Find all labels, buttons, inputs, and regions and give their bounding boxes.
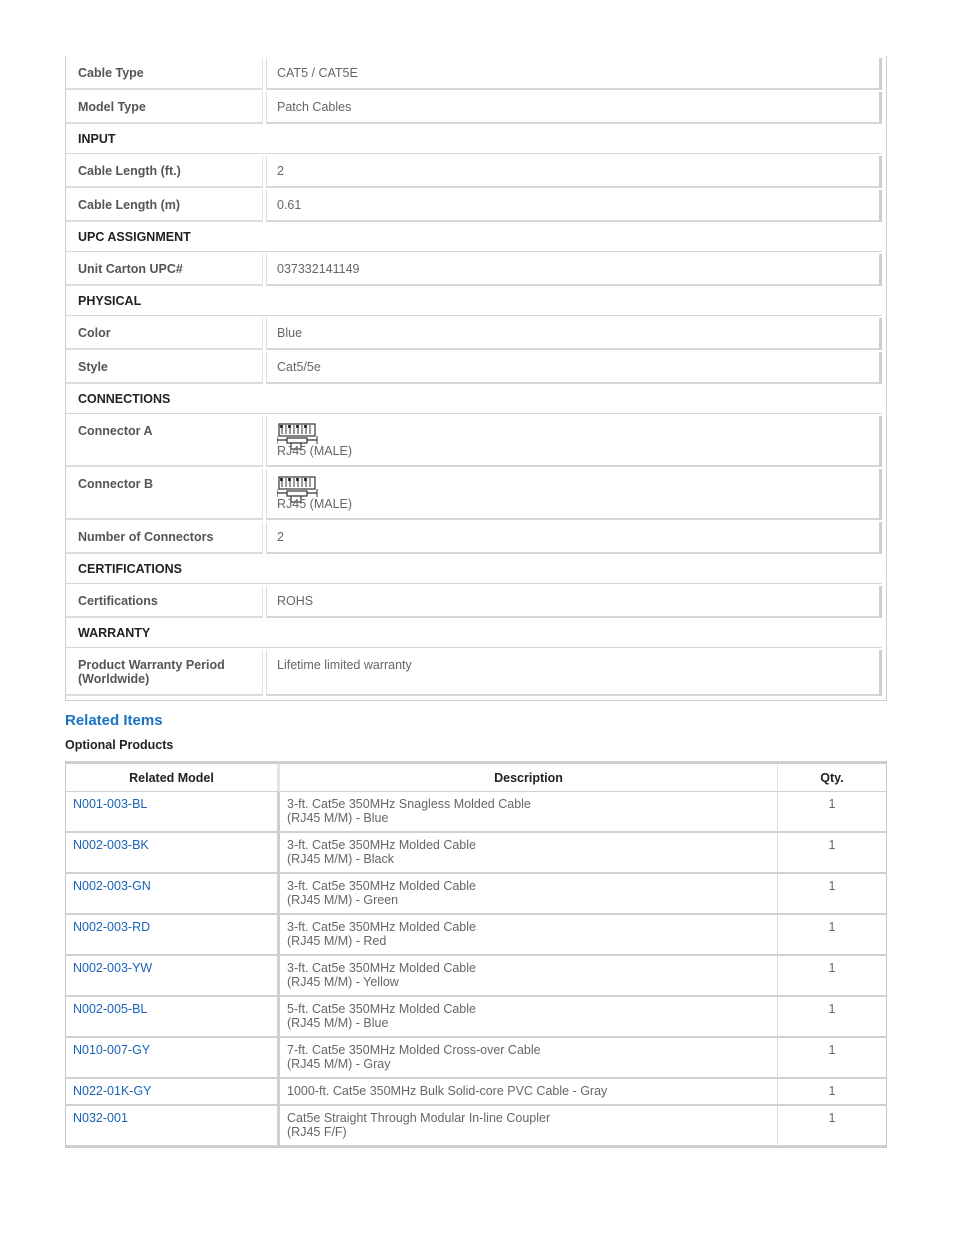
related-model-cell bbox=[66, 792, 280, 833]
quantity-cell: 1 bbox=[778, 874, 886, 915]
description-line: 3-ft. Cat5e 350MHz Molded Cable bbox=[287, 879, 476, 893]
connector-type-label: RJ45 (MALE) bbox=[277, 497, 353, 511]
spec-label: Connector B bbox=[66, 469, 263, 520]
spec-label: Color bbox=[66, 318, 263, 350]
description-cell bbox=[280, 956, 778, 997]
description-cell bbox=[280, 1038, 778, 1079]
spec-value: Lifetime limited warranty bbox=[266, 650, 882, 696]
related-model-link[interactable]: N022-01K-GY bbox=[73, 1084, 152, 1098]
related-model-link[interactable]: N001-003-BL bbox=[73, 797, 148, 811]
related-model-cell bbox=[66, 874, 280, 915]
column-header-description: Description bbox=[280, 764, 778, 792]
connector-type-label: RJ45 (MALE) bbox=[277, 444, 353, 458]
description-line: (RJ45 M/M) - Black bbox=[287, 852, 394, 866]
spec-value: 0.61 bbox=[266, 190, 882, 222]
description-cell bbox=[280, 997, 778, 1038]
description-line: (RJ45 M/M) - Yellow bbox=[287, 975, 399, 989]
spec-row bbox=[66, 522, 882, 554]
spec-row bbox=[66, 586, 882, 618]
related-model-cell bbox=[66, 1106, 280, 1147]
spec-row bbox=[66, 416, 882, 467]
description-cell bbox=[280, 915, 778, 956]
quantity-cell: 1 bbox=[778, 997, 886, 1038]
spec-row bbox=[66, 318, 882, 350]
optional-products-heading: Optional Products bbox=[65, 738, 174, 752]
related-model-link[interactable]: N002-003-BK bbox=[73, 838, 149, 852]
quantity-cell: 1 bbox=[778, 956, 886, 997]
related-items-heading: Related Items bbox=[65, 712, 163, 729]
related-product-row bbox=[66, 1038, 886, 1079]
related-product-row bbox=[66, 792, 886, 833]
description-cell bbox=[280, 792, 778, 833]
related-product-row bbox=[66, 1106, 886, 1147]
spec-row bbox=[66, 156, 882, 188]
description-line: 1000-ft. Cat5e 350MHz Bulk Solid-core PVC Cable - Gray bbox=[287, 1084, 608, 1098]
spec-value: 2 bbox=[266, 522, 882, 554]
description-line: (RJ45 F/F) bbox=[287, 1125, 347, 1139]
spec-label: Cable Type bbox=[66, 58, 263, 90]
related-product-row bbox=[66, 997, 886, 1038]
related-product-row bbox=[66, 956, 886, 997]
spec-value: CAT5 / CAT5E bbox=[266, 58, 882, 90]
spec-row bbox=[66, 92, 882, 124]
related-model-cell bbox=[66, 1079, 280, 1106]
related-model-link[interactable]: N002-005-BL bbox=[73, 1002, 148, 1016]
spec-section-heading: CONNECTIONS bbox=[66, 386, 882, 414]
spec-section-heading: UPC ASSIGNMENT bbox=[66, 224, 882, 252]
related-product-row bbox=[66, 915, 886, 956]
related-model-link[interactable]: N010-007-GY bbox=[73, 1043, 151, 1057]
description-line: 3-ft. Cat5e 350MHz Snagless Molded Cable bbox=[287, 797, 531, 811]
description-cell bbox=[280, 1106, 778, 1147]
spec-section-heading: PHYSICAL bbox=[66, 288, 882, 316]
description-line: (RJ45 M/M) - Red bbox=[287, 934, 387, 948]
description-line: 3-ft. Cat5e 350MHz Molded Cable bbox=[287, 920, 476, 934]
spec-value bbox=[266, 416, 882, 467]
spec-section-heading: CERTIFICATIONS bbox=[66, 556, 882, 584]
description-line: (RJ45 M/M) - Blue bbox=[287, 1016, 389, 1030]
related-model-link[interactable]: N002-003-RD bbox=[73, 920, 151, 934]
spec-label: Unit Carton UPC# bbox=[66, 254, 263, 286]
related-product-row bbox=[66, 874, 886, 915]
spec-value: 037332141149 bbox=[266, 254, 882, 286]
related-model-cell bbox=[66, 956, 280, 997]
description-line: (RJ45 M/M) - Green bbox=[287, 893, 399, 907]
spec-label: Model Type bbox=[66, 92, 263, 124]
spec-row bbox=[66, 254, 882, 286]
quantity-cell: 1 bbox=[778, 792, 886, 833]
description-cell bbox=[280, 833, 778, 874]
related-model-cell bbox=[66, 833, 280, 874]
column-header-related-model: Related Model bbox=[66, 764, 280, 792]
quantity-cell: 1 bbox=[778, 1106, 886, 1147]
spec-row bbox=[66, 58, 882, 90]
related-model-cell bbox=[66, 915, 280, 956]
column-header-qty: Qty. bbox=[778, 764, 886, 792]
spec-row bbox=[66, 352, 882, 384]
related-table-header bbox=[66, 764, 886, 792]
related-model-cell bbox=[66, 1038, 280, 1079]
spec-label: Certifications bbox=[66, 586, 263, 618]
related-model-link[interactable]: N002-003-YW bbox=[73, 961, 153, 975]
description-line: 7-ft. Cat5e 350MHz Molded Cross-over Cable bbox=[287, 1043, 541, 1057]
spec-label: Connector A bbox=[66, 416, 263, 467]
spec-row bbox=[66, 650, 882, 696]
related-product-row bbox=[66, 833, 886, 874]
description-line: (RJ45 M/M) - Gray bbox=[287, 1057, 391, 1071]
spec-section-heading: INPUT bbox=[66, 126, 882, 154]
spec-section-heading: WARRANTY bbox=[66, 620, 882, 648]
spec-value: 2 bbox=[266, 156, 882, 188]
quantity-cell: 1 bbox=[778, 833, 886, 874]
related-product-row bbox=[66, 1079, 886, 1106]
spec-value: Patch Cables bbox=[266, 92, 882, 124]
description-line: (RJ45 M/M) - Blue bbox=[287, 811, 389, 825]
spec-label: Style bbox=[66, 352, 263, 384]
related-model-link[interactable]: N032-001 bbox=[73, 1111, 128, 1125]
quantity-cell: 1 bbox=[778, 1079, 886, 1106]
related-model-cell bbox=[66, 997, 280, 1038]
description-line: 5-ft. Cat5e 350MHz Molded Cable bbox=[287, 1002, 476, 1016]
spec-value bbox=[266, 469, 882, 520]
description-line: Cat5e Straight Through Modular In-line Coupler bbox=[287, 1111, 551, 1125]
spec-label: Product Warranty Period (Worldwide) bbox=[66, 650, 263, 696]
description-line: 3-ft. Cat5e 350MHz Molded Cable bbox=[287, 838, 476, 852]
spec-label: Number of Connectors bbox=[66, 522, 263, 554]
specifications-table bbox=[65, 56, 887, 701]
spec-value: ROHS bbox=[266, 586, 882, 618]
related-products-table bbox=[65, 761, 887, 1148]
quantity-cell: 1 bbox=[778, 915, 886, 956]
quantity-cell: 1 bbox=[778, 1038, 886, 1079]
related-model-link[interactable]: N002-003-GN bbox=[73, 879, 151, 893]
spec-value: Blue bbox=[266, 318, 882, 350]
spec-label: Cable Length (ft.) bbox=[66, 156, 263, 188]
description-cell bbox=[280, 874, 778, 915]
spec-value: Cat5/5e bbox=[266, 352, 882, 384]
description-line: 3-ft. Cat5e 350MHz Molded Cable bbox=[287, 961, 476, 975]
spec-row bbox=[66, 190, 882, 222]
spec-label: Cable Length (m) bbox=[66, 190, 263, 222]
spec-row bbox=[66, 469, 882, 520]
description-cell bbox=[280, 1079, 778, 1106]
